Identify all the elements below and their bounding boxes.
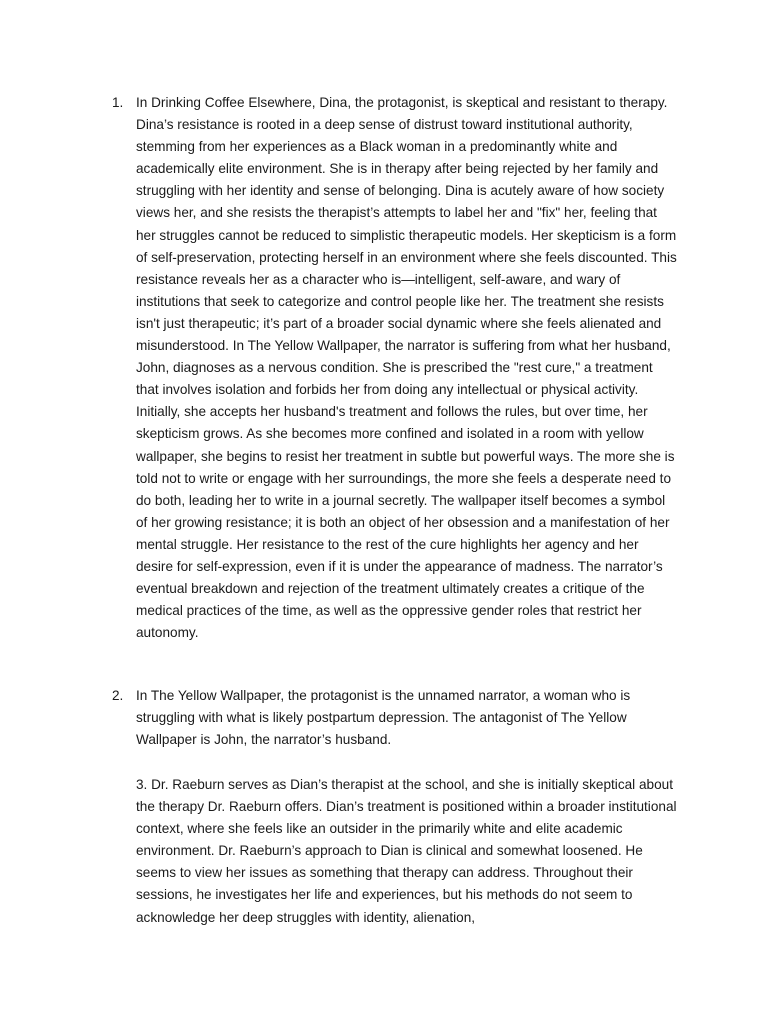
paragraph: In Drinking Coffee Elsewhere, Dina, the protagonist, is skeptical and resistant to therapy. Dina’s resistance is rooted in a deep sense of distrust toward institutional authority, stemming from her experiences as a Black woman in a predominantly white and academically elite environment. She is in therapy after being rejected by her family and struggling with her identity and sense of belonging. Dina is acutely aware of how society views her, and she resists the therapist’s attempts to label her and "fix" her, feeling that her struggles cannot be reduced to simplistic therapeutic models. Her skepticism is a form of self-preservation, protecting herself in an environment where she feels discounted. This resistance reveals her as a character who is—intelligent, self-aware, and wary of institutions that seek to categorize and control people like her. The treatment she resists isn't just therapeutic; it’s part of a broader social dynamic where she feels alienated and misunderstood. In The Yellow Wallpaper, the narrator is suffering from what her husband, John, diagnoses as a nervous condition. She is prescribed the "rest cure," a treatment that involves isolation and forbids her from doing any intellectual or physical activity. Initially, she accepts her husband's treatment and follows the rules, but over time, her skepticism grows. As she becomes more confined and isolated in a room with yellow wallpaper, she begins to resist her treatment in subtle but powerful ways. The more she is told not to write or engage with her surroundings, the more she feels a desperate need to do both, leading her to write in a journal secretly. The wallpaper itself becomes a symbol of her growing resistance; it is both an object of her obsession and a manifestation of her mental struggle. Her resistance to the rest of the cure highlights her agency and her desire for self-expression, even if it is under the appearance of madness. The narrator’s eventual breakdown and rejection of the treatment ultimately creates a critique of the medical practices of the time, as well as the oppressive gender roles that restrict her autonomy. bbox=[136, 95, 677, 641]
list-number: 2. bbox=[112, 688, 124, 703]
paragraph: In The Yellow Wallpaper, the protagonist is the unnamed narrator, a woman who is struggling with what is likely postpartum depression. The antagonist of The Yellow Wallpaper is John, the narrator’s husband. bbox=[136, 688, 631, 748]
list-item bbox=[112, 92, 678, 644]
paragraph: 3. Dr. Raeburn serves as Dian’s therapist at the school, and she is initially skeptical about the therapy Dr. Raeburn offers. Dian’s treatment is positioned within a broader institutional context, where she feels like an outsider in the primarily white and elite academic environment. Dr. Raeburn’s approach to Dian is clinical and somewhat loosened. He seems to view her issues as something that therapy can address. Throughout their sessions, he investigates her life and experiences, but his methods do not seem to acknowledge her deep struggles with identity, alienation, bbox=[136, 777, 677, 925]
list-number: 1. bbox=[112, 95, 124, 110]
list-item bbox=[112, 685, 678, 751]
paragraph-block bbox=[136, 774, 678, 929]
